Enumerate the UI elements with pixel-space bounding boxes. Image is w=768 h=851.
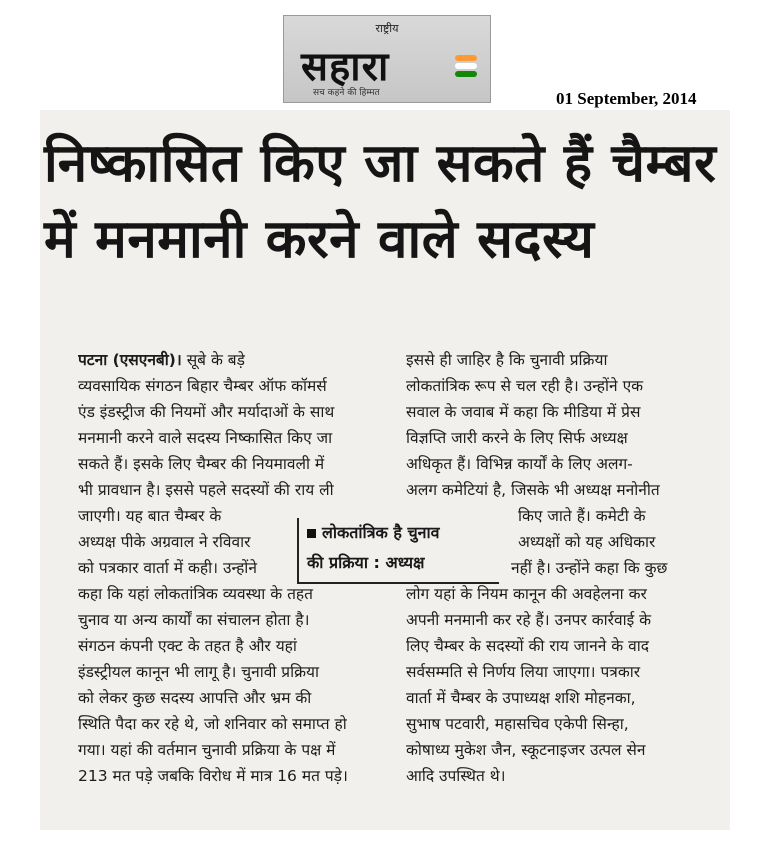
body-line: अलग कमेटियां है, जिसके भी अध्यक्ष मनोनीत bbox=[406, 481, 660, 499]
body-line: नहीं है। उन्होंने कहा कि कुछ bbox=[511, 559, 668, 577]
body-line: सकते हैं। इसके लिए चैम्बर की नियमावली में bbox=[78, 455, 325, 473]
logo-brand-text: सहारा bbox=[301, 44, 390, 90]
body-line: 213 मत पड़े जबकि विरोध में मात्र 16 मत पड़े। bbox=[78, 767, 348, 785]
headline-line-2: में मनमानी करने वाले सदस्य bbox=[44, 209, 595, 270]
body-line: सवाल के जवाब में कहा कि मीडिया में प्रेस bbox=[406, 403, 641, 421]
body-line: एंड इंडस्ट्रीज की नियमों और मर्यादाओं के साथ bbox=[78, 403, 335, 421]
body-line: गया। यहां की वर्तमान चुनावी प्रक्रिया के पक्ष में bbox=[78, 741, 336, 759]
logo-tagline: सच कहने की हिम्मत bbox=[313, 88, 380, 98]
pull-quote-text-1: लोकतांत्रिक है चुनाव bbox=[322, 523, 440, 542]
body-line: इंडस्ट्रीयल कानून भी लागू है। चुनावी प्रक्रिया bbox=[78, 663, 320, 681]
body-line: विज्ञप्ति जारी करने के लिए सिर्फ अध्यक्ष bbox=[406, 429, 628, 447]
body-line: स्थिति पैदा कर रहे थे, जो शनिवार को समाप्त हो bbox=[78, 715, 347, 733]
body-line: व्यवसायिक संगठन बिहार चैम्बर ऑफ कॉमर्स bbox=[78, 377, 327, 395]
pull-quote-line-1 bbox=[299, 518, 499, 548]
dateline: पटना (एसएनबी)। bbox=[78, 351, 182, 369]
square-bullet-icon bbox=[307, 529, 316, 538]
pull-quote-box bbox=[297, 518, 499, 584]
body-line: लोग यहां के नियम कानून की अवहेलना कर bbox=[406, 585, 647, 603]
body-line: कोषाध्य मुकेश जैन, स्कूटनाइजर उत्पल सेन bbox=[406, 741, 646, 759]
body-line: लोकतांत्रिक रूप से चल रही है। उन्होंने एक bbox=[406, 377, 644, 395]
body-line: जाएगी। यह बात चैम्बर के bbox=[78, 507, 222, 525]
body-line: को पत्रकार वार्ता में कही। उन्होंने bbox=[78, 559, 257, 577]
pull-quote-line-2: की प्रक्रिया : अध्यक्ष bbox=[307, 553, 425, 572]
first-line-text: सूबे के बड़े bbox=[181, 351, 245, 369]
body-line: मनमानी करने वाले सदस्य निष्कासित किए जा bbox=[78, 429, 333, 447]
tricolor-flag-icon bbox=[455, 55, 477, 77]
body-line: इससे ही जाहिर है कि चुनावी प्रक्रिया bbox=[406, 351, 608, 369]
body-line: अध्यक्षों को यह अधिकार bbox=[518, 533, 656, 551]
body-line: अपनी मनमानी कर रहे हैं। उनपर कार्रवाई के bbox=[406, 611, 652, 629]
body-line: कहा कि यहां लोकतांत्रिक व्यवस्था के तहत bbox=[78, 585, 313, 603]
body-line: अधिकृत हैं। विभिन्न कार्यों के लिए अलग- bbox=[406, 455, 633, 473]
body-line: वार्ता में चैम्बर के उपाध्यक्ष शशि मोहनका, bbox=[406, 689, 636, 707]
body-line: आदि उपस्थित थे। bbox=[406, 767, 506, 785]
first-line bbox=[78, 347, 388, 373]
body-line: संगठन कंपनी एक्ट के तहत है और यहां bbox=[78, 637, 297, 655]
headline-line-1: निष्कासित किए जा सकते हैं चैम्बर bbox=[44, 133, 717, 194]
body-line: को लेकर कुछ सदस्य आपत्ति और भ्रम की bbox=[78, 689, 312, 707]
body-line: सर्वसम्मति से निर्णय लिया जाएगा। पत्रकार bbox=[406, 663, 641, 681]
logo-small-text: राष्ट्रीय bbox=[375, 22, 399, 35]
body-line: सुभाष पटवारी, महासचिव एकेपी सिन्हा, bbox=[406, 715, 629, 733]
headline bbox=[44, 126, 724, 278]
body-line: किए जाते हैं। कमेटी के bbox=[518, 507, 646, 525]
body-line: अध्यक्ष पीके अग्रवाल ने रविवार bbox=[78, 533, 251, 551]
body-line: चुनाव या अन्य कार्यों का संचालन होता है। bbox=[78, 611, 310, 629]
publication-date: 01 September, 2014 bbox=[556, 89, 697, 108]
newspaper-logo bbox=[283, 15, 491, 103]
body-line: लिए चैम्बर के सदस्यों की राय जानने के वाद bbox=[406, 637, 649, 655]
body-line: भी प्रावधान है। इससे पहले सदस्यों की राय ली bbox=[78, 481, 334, 499]
